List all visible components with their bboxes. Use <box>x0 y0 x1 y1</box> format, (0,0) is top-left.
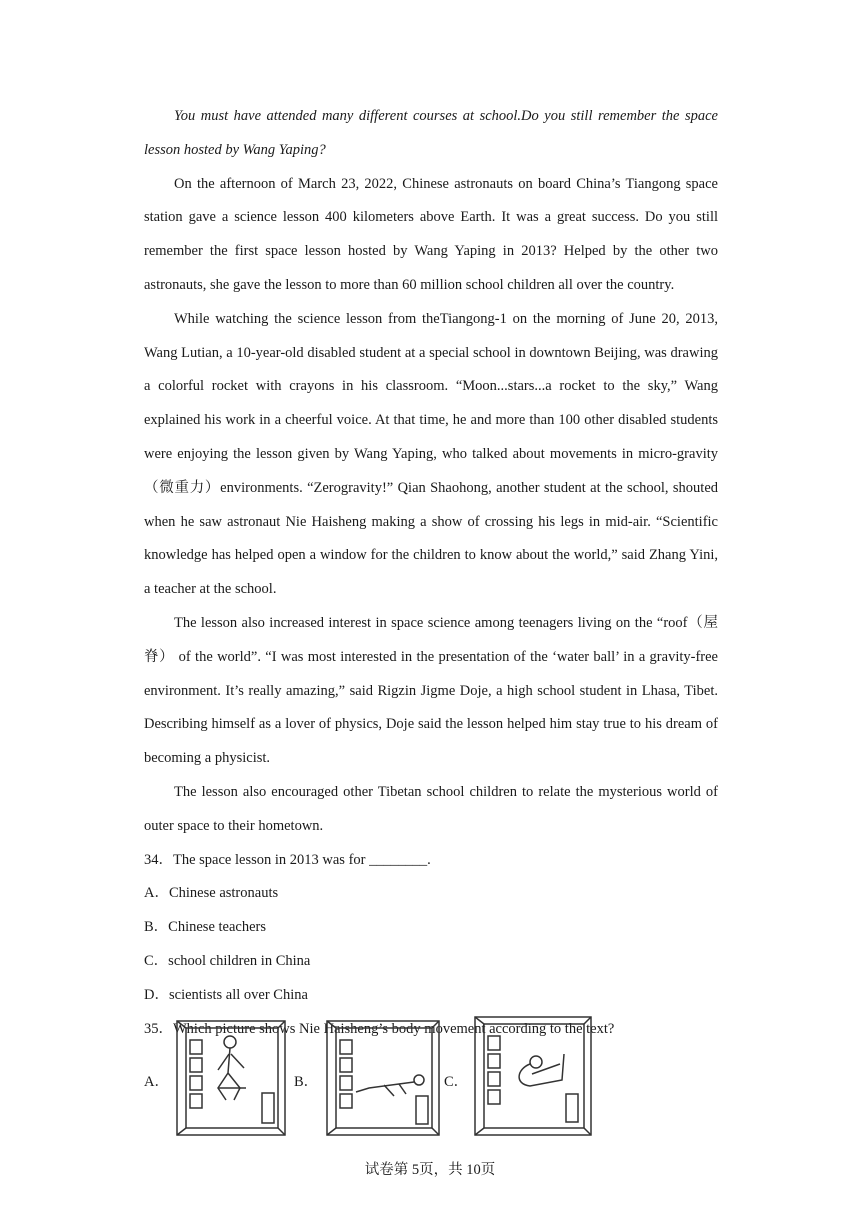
question-35-stem: 35．Which picture shows Nie Haisheng’s body movement according to the text? <box>144 1020 615 1037</box>
astronaut-picture-b[interactable] <box>324 1018 442 1138</box>
astronaut-picture-a[interactable] <box>174 1018 288 1138</box>
page-footer: 试卷第 5页，共 10页 <box>364 1162 496 1178</box>
paragraph-3: The lesson also increased interest in space science among teenagers living on the “roof（屋脊） of the world”. “I was most interested in the presentation of the ‘water ball’ in a gravity-free environment. It’s really amazing,” said Rigzin Jigme Doje, a high school student in Lhasa, Tibet. Describing himself as a lover of physics, Doje said the lesson helped him stay true to his dream of becoming a physicist. <box>144 614 718 767</box>
paragraph-4: The lesson also encouraged other Tibetan school children to relate the mysterious world of outer space to their hometown. <box>144 783 718 834</box>
intro-paragraph: You must have attended many different courses at school.Do you still remember the space lesson hosted by Wang Yaping? <box>144 108 718 158</box>
picture-label-a[interactable]: A． <box>144 1074 169 1090</box>
astronaut-picture-c[interactable] <box>472 1014 594 1138</box>
option-d[interactable]: D．scientists all over China <box>144 986 308 1003</box>
question-34-options <box>144 877 718 1012</box>
question-34-stem: 34．The space lesson in 2013 was for ________. <box>144 851 431 868</box>
option-c[interactable]: C．school children in China <box>144 952 311 969</box>
reading-passage <box>144 100 718 1046</box>
picture-label-c[interactable]: C． <box>444 1074 469 1090</box>
option-a[interactable]: A．Chinese astronauts <box>144 885 279 902</box>
paragraph-1: On the afternoon of March 23, 2022, Chinese astronauts on board China’s Tiangong space station gave a science lesson 400 kilometers above Earth. It was a great success. Do you still remember the first space lesson hosted by Wang Yaping in 2013? Helped by the other two astronauts, she gave the lesson to more than 60 million school children all over the country. <box>144 175 718 293</box>
picture-label-b[interactable]: B． <box>294 1074 319 1090</box>
option-b[interactable]: B．Chinese teachers <box>144 919 267 936</box>
question-35-pictures <box>144 1018 718 1140</box>
paragraph-2: While watching the science lesson from theTiangong-1 on the morning of June 20, 2013, Wang Lutian, a 10-year-old disabled student at a special school in downtown Beijing, was drawing a colorful rocket with crayons in his classroom. “Moon...stars...a rocket to the sky,” Wang explained his work in a cheerful voice. At that time, he and more than 100 other disabled students were enjoying the lesson given by Wang Yaping, who talked about movements in micro-gravity（微重力）environments. “Zerogravity!” Qian Shaohong, another student at the school, shouted when he saw astronaut Nie Haisheng making a show of crossing his legs in mid-air. “Scientific knowledge has helped open a window for the children to know about the world,” said Zhang Yini, a teacher at the school. <box>144 310 718 598</box>
